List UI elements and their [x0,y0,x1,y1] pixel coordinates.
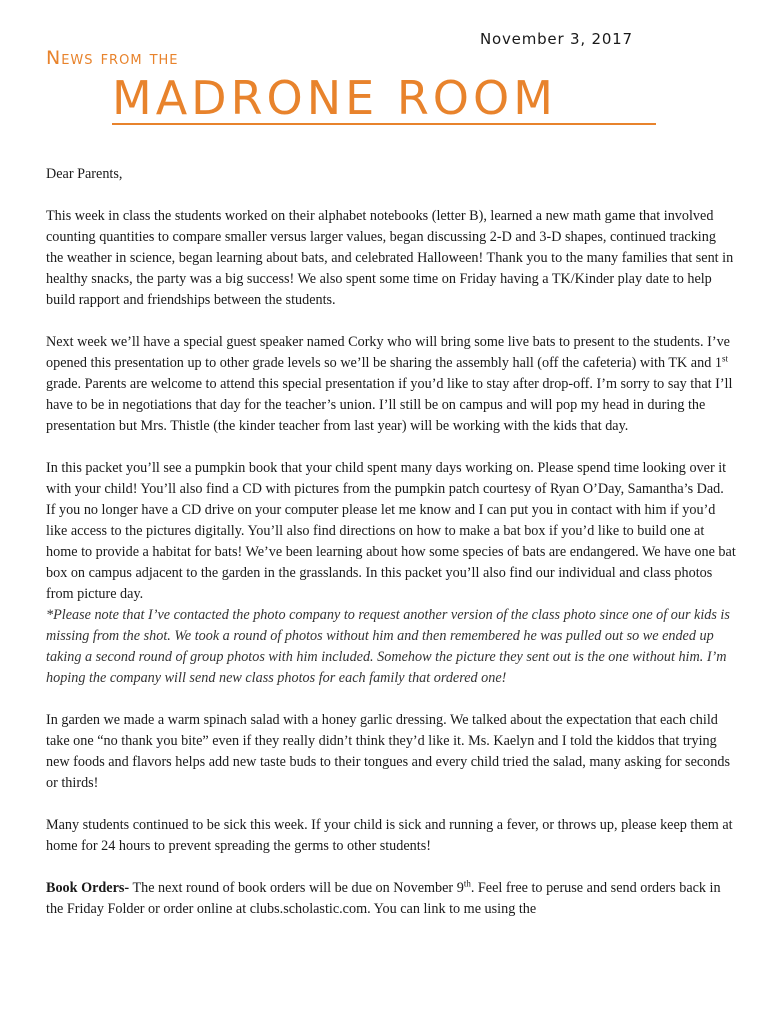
ordinal-suffix: st [721,353,728,364]
greeting: Dear Parents, [46,166,123,182]
masthead-title: MADRONE ROOM [112,71,557,125]
newsletter-date: November 3, 2017 [480,30,633,48]
paragraph-guest-speaker [46,332,736,437]
book-orders-label: Book Orders- [46,880,130,896]
paragraph-packet: In this packet you’ll see a pumpkin book that your child spent many days working on. Please spend time looking over it with your child! You’ll also find a CD with pictures from the pumpkin patch courtesy of Ryan O’Day, Samantha’s Dad. If you no longer have a CD drive on your computer please let me know and I can put you in contact with him if you’d like access to the pictures digitally. You’ll also find directions on how to make a bat box if you’d like to build one at home to provide a habitat for bats! We’ve been learning about how some species of bats are endangered. We have one bat box on campus adjacent to the garden in the grasslands. In this packet you’ll also find our individual and class photos from picture day. [46,460,736,602]
masthead-divider [112,123,656,125]
book-orders-text-b: . Feel free to peruse and send orders back in the Friday Folder or order online at clubs.scholastic.com. You can link to me using the [46,880,721,917]
masthead-subtitle: News from the [46,47,179,69]
letter-body [46,164,736,941]
paragraph-guest-speaker-part-b: grade. Parents are welcome to attend this special presentation if you’d like to stay after drop-off. I’m sorry to say that I’ll have to be in negotiations that day for the teacher’s union. I’ll still be on campus and will pop my head in during the presentation but Mrs. Thistle (the kinder teacher from last year) will be working with the kids that day. [46,376,733,434]
paragraph-illness: Many students continued to be sick this week. If your child is sick and running a fever, or throws up, please keep them at home for 24 hours to prevent spreading the germs to other students! [46,817,733,854]
book-orders-text-a: The next round of book orders will be due on November 9 [129,880,464,896]
paragraph-class-week: This week in class the students worked on their alphabet notebooks (letter B), learned a new math game that involved counting quantities to compare smaller versus larger values, began discussing 2-D and 3-D shapes, continued tracking the weather in science, began learning about bats, and celebrated Halloween! Thank you to the many families that sent in healthy snacks, the party was a big success! We also spent some time on Friday having a TK/Kinder play date to help build rapport and friendships between the students. [46,208,734,308]
paragraph-garden: In garden we made a warm spinach salad with a honey garlic dressing. We talked about the expectation that each child take one “no thank you bite” even if they really didn’t think they’d like it. Ms. Kaelyn and I told the kiddos that trying new foods and flavors helps add new taste buds to their tongues and every child tried the salad, many asking for seconds or thirds! [46,712,730,791]
ordinal-suffix: th [463,878,471,889]
paragraph-guest-speaker-part-a: Next week we’ll have a special guest speaker named Corky who will bring some live bats to present to the students. I’ve opened this presentation up to other grade levels so we’ll be sharing the assembly hall (off the cafeteria) with TK and 1 [46,334,730,371]
paragraph-book-orders [46,878,736,920]
photo-note: *Please note that I’ve contacted the photo company to request another version of the class photo since one of our kids is missing from the shot. We took a round of photos without him and then remembered he was pulled out so we ended up taking a second round of group photos with him included. Somehow the picture they sent out is the one without him. I’m hoping the company will send new class photos for each family that ordered one! [46,607,730,686]
